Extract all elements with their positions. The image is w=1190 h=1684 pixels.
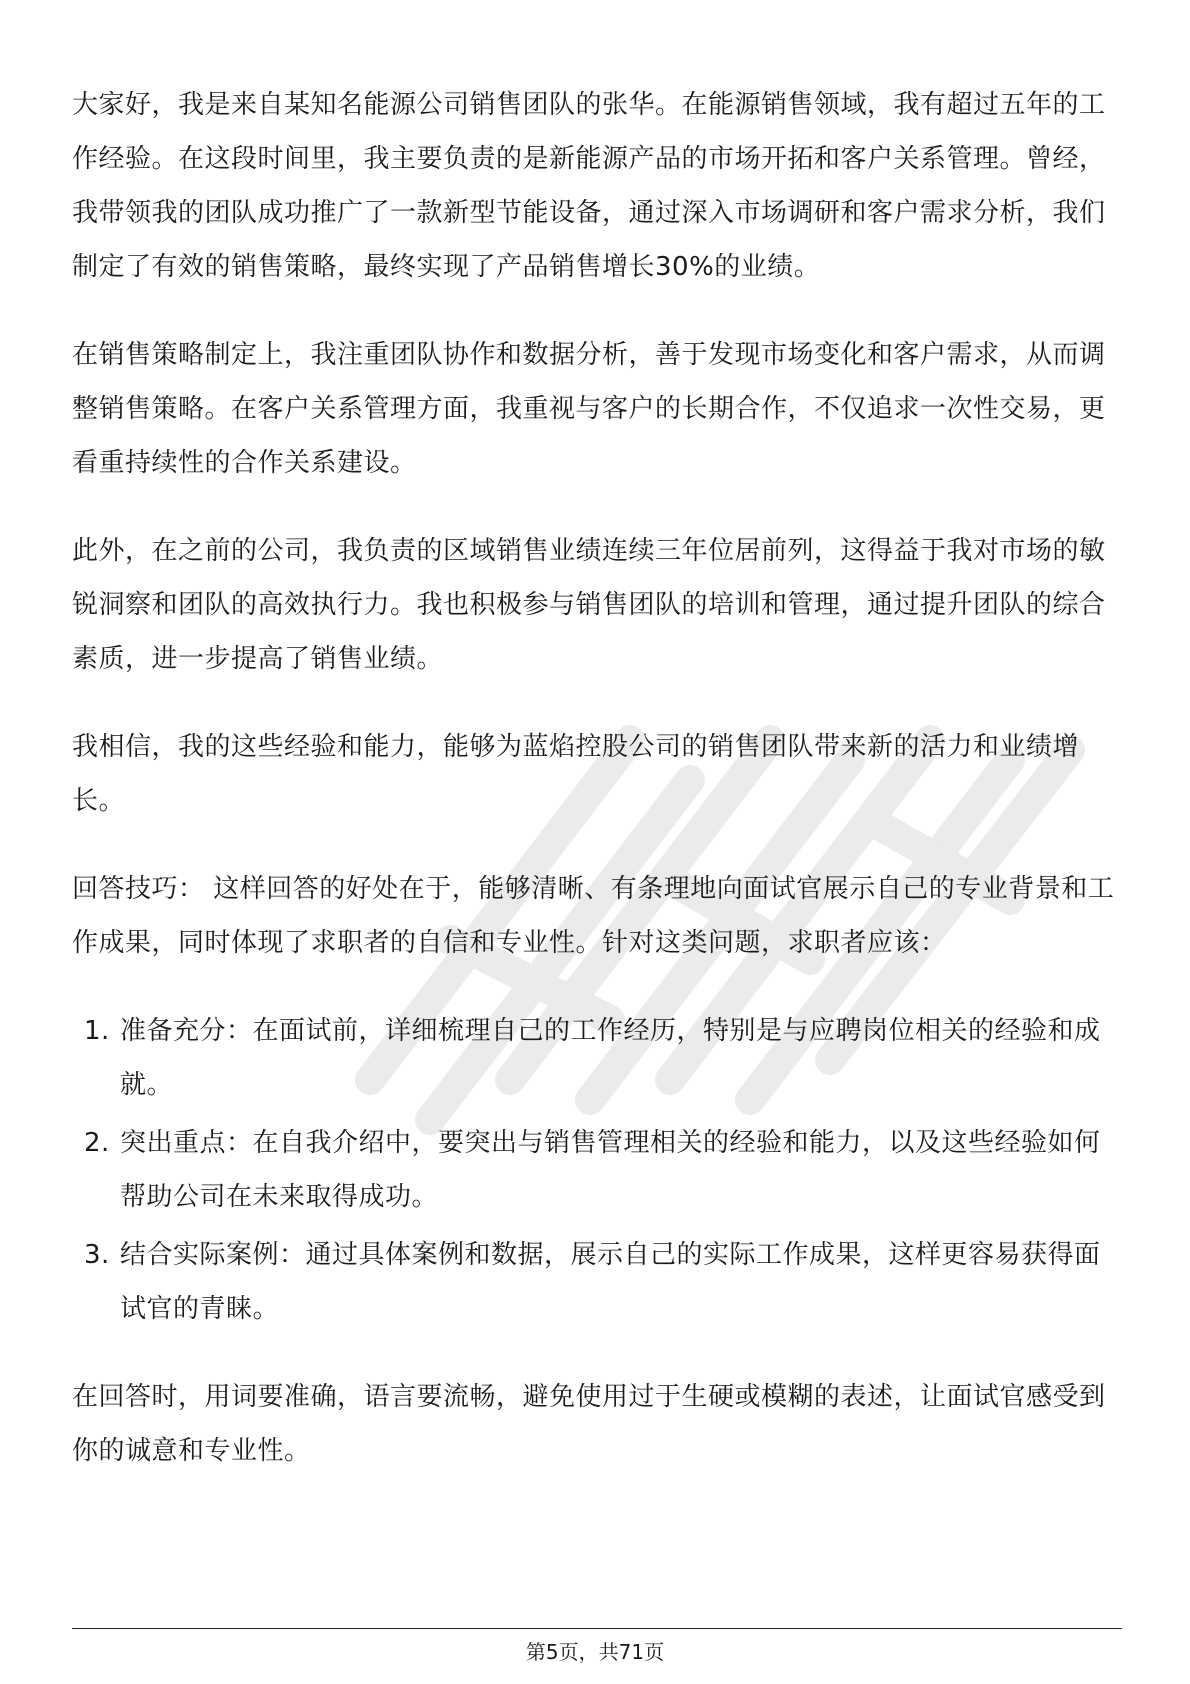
document-body <box>72 78 1122 1512</box>
intro-paragraph: 大家好，我是来自某知名能源公司销售团队的张华。在能源销售领域，我有超过五年的工作经验。在这段时间里，我主要负责的是新能源产品的市场开拓和客户关系管理。曾经，我带领我的团队成功推广了一款新型节能设备，通过深入市场调研和客户需求分析，我们制定了有效的销售策略，最终实现了产品销售增长30%的业绩。 <box>72 90 1106 282</box>
list-item-text: 突出重点：在自我介绍中，要突出与销售管理相关的经验和能力，以及这些经验如何帮助公司在未来取得成功。 <box>120 1128 1101 1212</box>
belief-paragraph: 我相信，我的这些经验和能力，能够为蓝焰控股公司的销售团队带来新的活力和业绩增长。 <box>72 732 1080 816</box>
list-item <box>72 1004 1122 1112</box>
closing-paragraph: 在回答时，用词要准确，语言要流畅，避免使用过于生硬或模糊的表述，让面试官感受到你的诚意和专业性。 <box>72 1382 1106 1466</box>
list-item <box>72 1116 1122 1224</box>
tips-list <box>72 1004 1122 1336</box>
footer-divider <box>72 1628 1122 1629</box>
strategy-paragraph: 在销售策略制定上，我注重团队协作和数据分析，善于发现市场变化和客户需求，从而调整销售策略。在客户关系管理方面，我重视与客户的长期合作，不仅追求一次性交易，更看重持续性的合作关系建设。 <box>72 340 1106 478</box>
list-item-text: 结合实际案例：通过具体案例和数据，展示自己的实际工作成果，这样更容易获得面试官的青睐。 <box>120 1240 1101 1324</box>
list-item-number: 1. <box>84 1016 110 1046</box>
answer-tips-paragraph: 回答技巧： 这样回答的好处在于，能够清晰、有条理地向面试官展示自己的专业背景和工作成果，同时体现了求职者的自信和专业性。针对这类问题，求职者应该： <box>72 874 1115 958</box>
list-item-text: 准备充分：在面试前，详细梳理自己的工作经历，特别是与应聘岗位相关的经验和成就。 <box>120 1016 1101 1100</box>
list-item-number: 2. <box>84 1128 110 1158</box>
list-item <box>72 1228 1122 1336</box>
achievement-paragraph: 此外，在之前的公司，我负责的区域销售业绩连续三年位居前列，这得益于我对市场的敏锐洞察和团队的高效执行力。我也积极参与销售团队的培训和管理，通过提升团队的综合素质，进一步提高了销售业绩。 <box>72 536 1106 674</box>
page-number: 第5页，共71页 <box>525 1640 665 1664</box>
list-item-number: 3. <box>84 1240 110 1270</box>
